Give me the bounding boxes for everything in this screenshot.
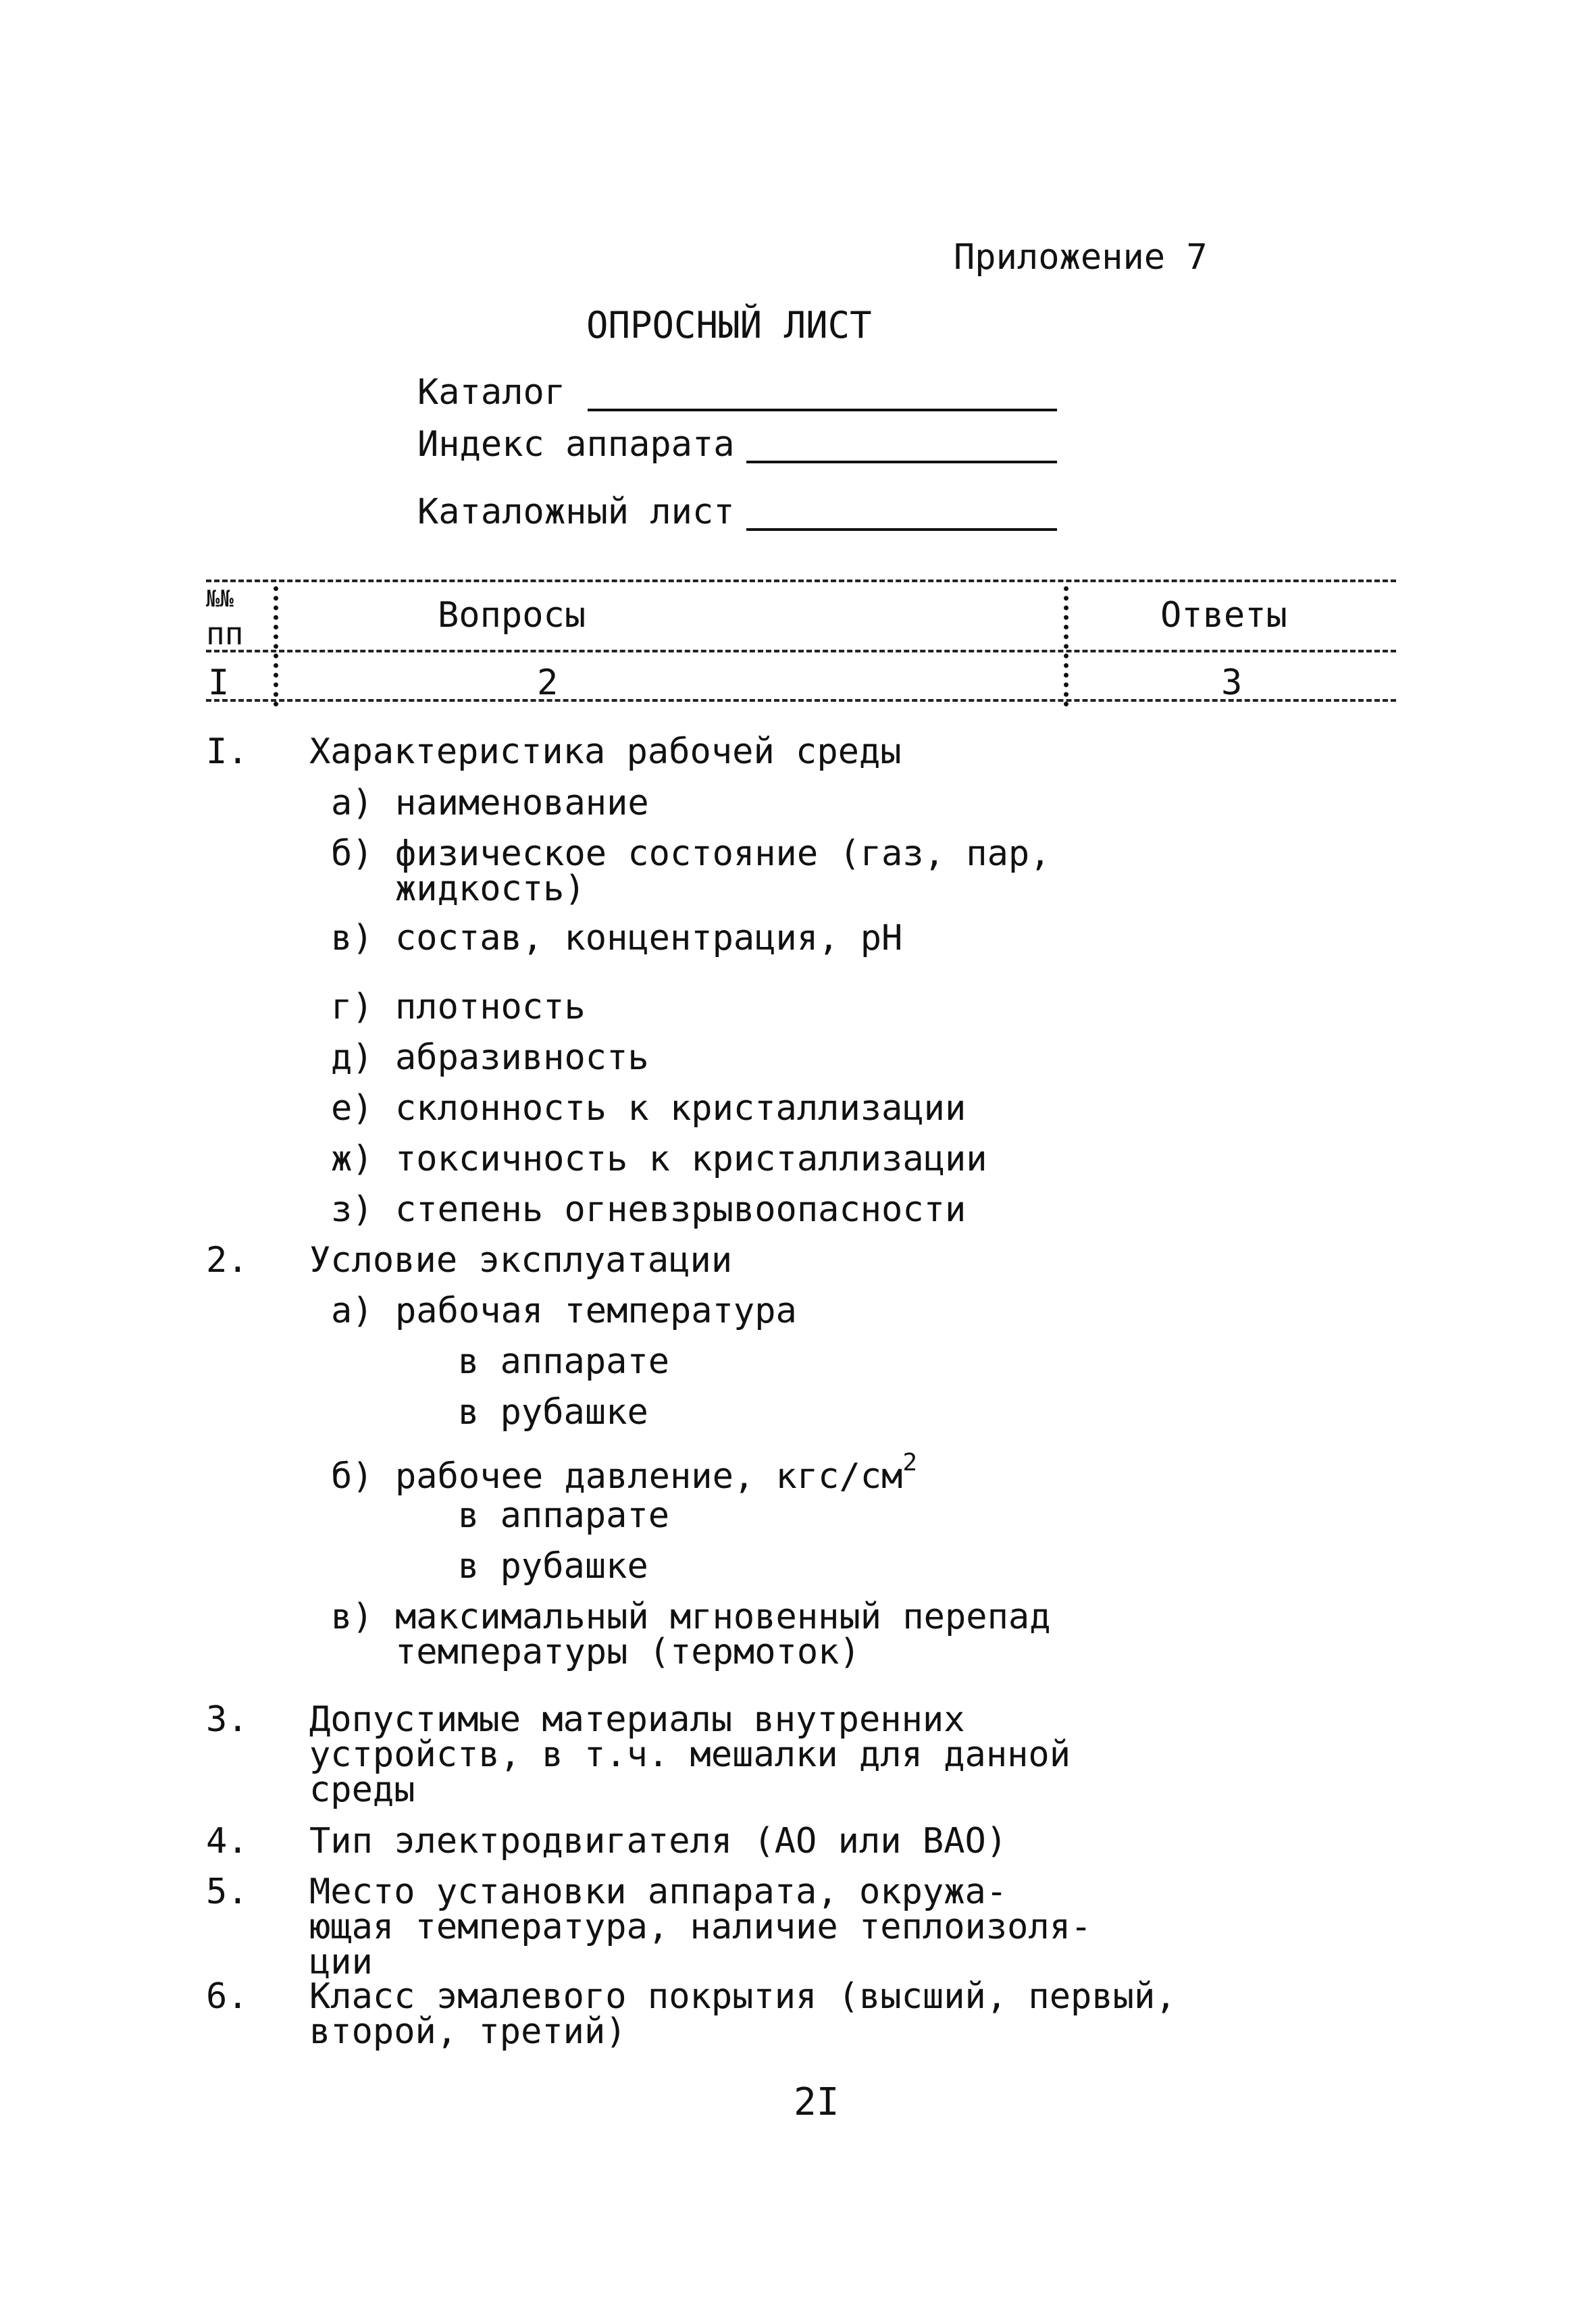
- sub-letter: в): [331, 1597, 374, 1637]
- field-line-catalog: [588, 409, 1057, 411]
- col1-number: I: [208, 663, 230, 703]
- pressure-label: рабочее давление, кгс/см: [395, 1456, 903, 1497]
- item-text: Тип электродвигателя (АО или ВАО): [309, 1821, 1008, 1861]
- sub-text: физическое состояние (газ, пар,: [395, 833, 1051, 874]
- table-header-rule: [206, 650, 1396, 652]
- col2-number: 2: [537, 663, 559, 703]
- col2-header: Вопросы: [438, 595, 586, 636]
- item-number: 3.: [206, 1699, 249, 1740]
- item-number: I.: [206, 731, 249, 772]
- item-text: Допустимые материалы внутренних: [309, 1699, 965, 1740]
- field-line-apparatus-index: [746, 461, 1057, 463]
- page-title: ОПРОСНЫЙ ЛИСТ: [586, 304, 872, 346]
- appendix-label: Приложение 7: [954, 237, 1208, 278]
- sub-sub-text: в рубашке: [458, 1392, 648, 1433]
- field-label-catalog-sheet: Каталожный лист: [417, 492, 735, 532]
- item-text-cont: ющая температура, наличие теплоизоля-: [309, 1907, 1092, 1947]
- item-text-cont: ции: [309, 1942, 373, 1982]
- table-col-divider-1: [274, 586, 278, 706]
- item-text: Характеристика рабочей среды: [309, 731, 902, 772]
- sub-letter: б): [331, 833, 374, 874]
- item-number: 6.: [206, 1976, 249, 2017]
- sub-text: плотность: [395, 987, 586, 1027]
- sub-letter: а): [331, 783, 374, 823]
- page-number: 2I: [794, 2080, 840, 2124]
- table-number-rule: [206, 699, 1396, 702]
- item-text: Класс эмалевого покрытия (высший, первый,: [309, 1976, 1177, 2017]
- sub-text: рабочая температура: [395, 1291, 797, 1331]
- table-col-divider-2: [1064, 586, 1069, 706]
- item-text-cont: среды: [309, 1770, 415, 1810]
- sub-letter: з): [331, 1189, 374, 1230]
- item-text-cont: второй, третий): [309, 2011, 627, 2052]
- sub-letter: а): [331, 1291, 374, 1331]
- sub-text: склонность к кристаллизации: [395, 1088, 967, 1129]
- sub-text-cont: жидкость): [395, 869, 586, 909]
- sub-letter: в): [331, 918, 374, 958]
- sub-text: состав, концентрация, рН: [395, 918, 903, 958]
- sub-text: максимальный мгновенный перепад: [395, 1597, 1051, 1637]
- sub-text: [395, 1449, 918, 1497]
- sub-letter: ж): [331, 1139, 374, 1179]
- sub-sub-text: в аппарате: [458, 1341, 670, 1382]
- table-top-rule: [206, 580, 1396, 582]
- col3-number: 3: [1221, 663, 1243, 703]
- item-text-cont: устройств, в т.ч. мешалки для данной: [309, 1734, 1071, 1775]
- col1-header-top: №№: [206, 586, 234, 613]
- sub-text: абразивность: [395, 1037, 649, 1078]
- sub-text: токсичность к кристаллизации: [395, 1139, 987, 1179]
- superscript: 2: [902, 1449, 918, 1476]
- item-text: Условие эксплуатации: [309, 1240, 733, 1281]
- sub-sub-text: в рубашке: [458, 1546, 648, 1587]
- item-number: 5.: [206, 1872, 249, 1912]
- sub-text-cont: температуры (термоток): [395, 1632, 860, 1672]
- sub-letter: б): [331, 1456, 374, 1497]
- sub-text: степень огневзрывоопасности: [395, 1189, 967, 1230]
- col1-header-bottom: пп: [206, 615, 244, 652]
- field-label-catalog: Каталог: [417, 372, 566, 413]
- field-line-catalog-sheet: [746, 528, 1057, 531]
- sub-sub-text: в аппарате: [458, 1495, 670, 1536]
- sub-letter: е): [331, 1088, 374, 1129]
- col3-header: Ответы: [1160, 595, 1287, 636]
- sub-text: наименование: [395, 783, 649, 823]
- item-text: Место установки аппарата, окружа-: [309, 1872, 1008, 1912]
- sub-letter: г): [331, 987, 374, 1027]
- sub-letter: д): [331, 1037, 374, 1078]
- item-number: 2.: [206, 1240, 249, 1281]
- field-label-apparatus-index: Индекс аппарата: [417, 424, 735, 465]
- item-number: 4.: [206, 1821, 249, 1861]
